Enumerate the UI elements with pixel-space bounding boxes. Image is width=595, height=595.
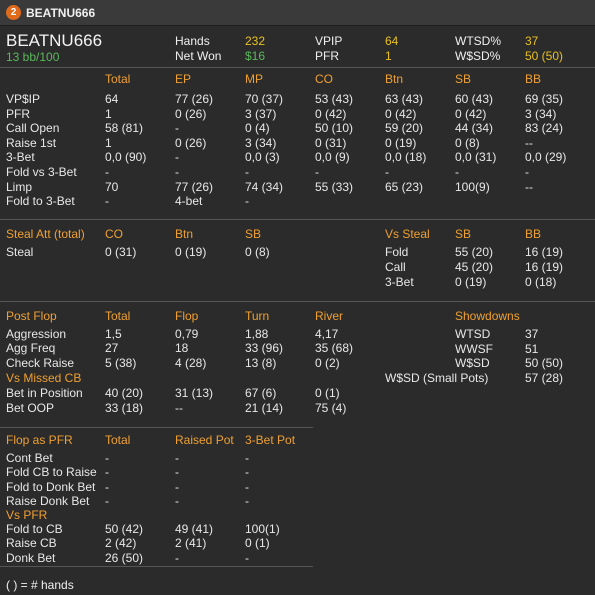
divider — [0, 219, 595, 220]
row-label: Agg Freq — [6, 341, 56, 356]
divider — [0, 566, 313, 567]
row-label: Fold to CB — [6, 522, 63, 536]
table-cell: 0 (42) — [315, 106, 347, 121]
row-label: WTSD — [455, 327, 491, 341]
table-cell: 63 (43) — [385, 92, 424, 106]
column-header: Btn — [385, 72, 404, 86]
row-label: Bet in Position — [6, 386, 83, 400]
row-label: Call — [385, 260, 406, 274]
table-cell: 50 (10) — [315, 121, 354, 136]
row-label: Donk Bet — [6, 550, 56, 565]
row-label: Bet OOP — [6, 400, 55, 415]
table-cell: 0 (2) — [315, 355, 340, 370]
table-cell: - — [105, 194, 109, 209]
table-cell: - — [175, 465, 179, 480]
table-cell: 33 (96) — [245, 341, 284, 356]
table-cell: - — [175, 121, 179, 136]
badge-icon: 2 — [6, 5, 21, 20]
table-cell: 0,0 (90) — [105, 150, 147, 165]
row-label: Call Open — [6, 121, 60, 136]
table-cell: 0 (19) — [385, 135, 417, 150]
table-cell: - — [245, 451, 249, 465]
column-header: Total — [105, 309, 131, 323]
row-label: Fold — [385, 245, 409, 259]
table-cell: - — [245, 479, 249, 494]
table-cell: 33 (18) — [105, 400, 144, 415]
table-cell: 55 (20) — [455, 245, 494, 259]
column-header: 3-Bet Pot — [245, 433, 296, 447]
column-header: Flop as PFR — [6, 433, 73, 447]
column-header: SB — [455, 227, 472, 241]
table-cell: 4-bet — [175, 194, 203, 209]
table-cell: 50 (42) — [105, 522, 144, 536]
table-cell: 57 (28) — [525, 370, 564, 385]
title-bar — [0, 0, 595, 26]
table-cell: 0,0 (31) — [455, 150, 497, 165]
table-cell: 67 (6) — [245, 386, 277, 400]
row-label: PFR — [6, 106, 30, 121]
table-cell: -- — [175, 400, 183, 415]
row-label: W$SD (Small Pots) — [385, 370, 489, 385]
row-label: Steal — [6, 245, 34, 259]
table-cell: 37 — [525, 327, 539, 341]
table-cell: 0 (26) — [175, 135, 207, 150]
column-header: Flop — [175, 309, 199, 323]
table-cell: 0,79 — [175, 327, 199, 341]
pfr-label: PFR — [315, 49, 339, 63]
table-cell: - — [175, 479, 179, 494]
table-cell: 59 (20) — [385, 121, 424, 136]
section-label: Vs PFR — [6, 508, 48, 522]
table-cell: 0,0 (9) — [315, 150, 350, 165]
section-label: Vs Missed CB — [6, 371, 82, 385]
column-header: EP — [175, 72, 192, 86]
table-cell: -- — [525, 135, 533, 150]
table-cell: 1,5 — [105, 327, 122, 341]
footer-note: ( ) = # hands — [6, 578, 74, 592]
table-cell: 18 — [175, 341, 189, 356]
table-cell: - — [455, 165, 459, 179]
table-cell: 70 — [105, 179, 119, 194]
table-cell: - — [245, 165, 249, 179]
table-cell: 40 (20) — [105, 386, 144, 400]
row-label: Limp — [6, 179, 33, 194]
wsd-value: 50 (50) — [525, 49, 564, 63]
table-cell: 0 (31) — [315, 135, 347, 150]
table-cell: 13 (8) — [245, 355, 277, 370]
table-cell: 70 (37) — [245, 92, 284, 106]
table-cell: 3 (34) — [525, 106, 557, 121]
table-cell: - — [105, 465, 109, 480]
column-header: Total — [105, 433, 131, 447]
table-cell: 100(9) — [455, 179, 490, 194]
row-label: Fold to Donk Bet — [6, 479, 96, 494]
player-stakes: 13 bb/100 — [6, 50, 60, 64]
table-cell: - — [105, 493, 109, 508]
table-cell: 16 (19) — [525, 260, 564, 274]
table-cell: - — [525, 165, 529, 179]
table-cell: 65 (23) — [385, 179, 424, 194]
column-header: SB — [455, 72, 472, 86]
table-cell: 4,17 — [315, 327, 339, 341]
table-cell: 0 (26) — [175, 106, 207, 121]
table-cell: 100(1) — [245, 522, 280, 536]
divider — [0, 301, 595, 302]
table-cell: 0 (8) — [455, 135, 480, 150]
window-title: BEATNU666 — [26, 6, 96, 20]
column-header: Btn — [175, 227, 194, 241]
column-header: CO — [315, 72, 333, 86]
table-cell: 0 (4) — [245, 121, 270, 136]
row-label: Raise Donk Bet — [6, 493, 90, 508]
table-cell: 74 (34) — [245, 179, 284, 194]
table-cell: 0,0 (18) — [385, 150, 427, 165]
table-cell: 16 (19) — [525, 245, 564, 259]
pfr-value: 1 — [385, 49, 392, 63]
table-cell: 3 (37) — [245, 106, 277, 121]
table-cell: - — [175, 451, 179, 465]
table-cell: 49 (41) — [175, 522, 214, 536]
row-label: Check Raise — [6, 355, 75, 370]
wtsd-value: 37 — [525, 34, 539, 48]
table-cell: 31 (13) — [175, 386, 214, 400]
row-label: Fold to 3-Bet — [6, 194, 75, 209]
row-label: WWSF — [455, 341, 493, 356]
row-label: Cont Bet — [6, 451, 53, 465]
column-header: Total — [105, 72, 131, 86]
table-cell: 0 (19) — [175, 245, 207, 259]
table-cell: 0 (42) — [385, 106, 417, 121]
netwon-value: $16 — [245, 49, 266, 63]
table-cell: - — [175, 150, 179, 165]
column-header: Turn — [245, 309, 270, 323]
table-cell: 53 (43) — [315, 92, 354, 106]
table-cell: 0,0 (29) — [525, 150, 567, 165]
table-cell: - — [245, 493, 249, 508]
wsd-label: W$SD% — [455, 49, 501, 63]
table-cell: 3 (34) — [245, 135, 277, 150]
table-cell: 77 (26) — [175, 179, 214, 194]
table-cell: - — [175, 550, 179, 565]
table-cell: - — [105, 165, 109, 179]
column-header: Steal Att (total) — [6, 227, 85, 241]
table-cell: 0 (19) — [455, 275, 487, 289]
row-label: Raise CB — [6, 536, 57, 551]
table-cell: 35 (68) — [315, 341, 354, 356]
table-cell: -- — [525, 179, 533, 194]
table-cell: 21 (14) — [245, 400, 284, 415]
table-cell: 0 (31) — [105, 245, 137, 259]
wtsd-label: WTSD% — [455, 34, 501, 48]
table-cell: - — [315, 165, 319, 179]
table-cell: 55 (33) — [315, 179, 354, 194]
table-cell: 0 (42) — [455, 106, 487, 121]
table-cell: 0,0 (3) — [245, 150, 280, 165]
table-cell: 0 (1) — [315, 386, 340, 400]
table-cell: - — [385, 165, 389, 179]
table-cell: 2 (42) — [105, 536, 137, 551]
table-cell: 0 (18) — [525, 275, 557, 289]
column-header: Post Flop — [6, 309, 57, 323]
divider — [0, 67, 595, 68]
row-label: Raise 1st — [6, 135, 57, 150]
table-cell: 26 (50) — [105, 550, 144, 565]
table-cell: 64 — [105, 92, 119, 106]
column-header: River — [315, 309, 344, 323]
column-header: BB — [525, 227, 542, 241]
row-label: 3-Bet — [385, 275, 414, 289]
table-cell: 1,88 — [245, 327, 269, 341]
table-cell: 27 — [105, 341, 119, 356]
divider — [0, 427, 313, 428]
row-label: VP$IP — [6, 92, 41, 106]
table-cell: 75 (4) — [315, 400, 347, 415]
table-cell: 58 (81) — [105, 121, 144, 136]
table-cell: - — [105, 451, 109, 465]
table-cell: 0 (1) — [245, 536, 270, 551]
player-name: BEATNU666 — [6, 31, 103, 50]
table-cell: 44 (34) — [455, 121, 494, 136]
hands-value: 232 — [245, 34, 266, 48]
table-cell: 45 (20) — [455, 260, 494, 274]
table-cell: 77 (26) — [175, 92, 214, 106]
row-label: Fold vs 3-Bet — [6, 165, 77, 179]
table-cell: 69 (35) — [525, 92, 564, 106]
table-cell: - — [175, 165, 179, 179]
table-cell: 2 (41) — [175, 536, 207, 551]
column-header: Vs Steal — [385, 227, 430, 241]
netwon-label: Net Won — [175, 49, 222, 63]
table-cell: 0 (8) — [245, 245, 270, 259]
table-cell: - — [105, 479, 109, 494]
row-label: W$SD — [455, 356, 490, 371]
table-cell: - — [245, 550, 249, 565]
row-label: 3-Bet — [6, 150, 35, 165]
column-header: SB — [245, 227, 262, 241]
row-label: Aggression — [6, 327, 67, 341]
column-header: Showdowns — [455, 309, 520, 323]
column-header: CO — [105, 227, 123, 241]
row-label: Fold CB to Raise — [6, 465, 97, 480]
table-cell: 83 (24) — [525, 121, 564, 136]
table-cell: 5 (38) — [105, 355, 137, 370]
vpip-value: 64 — [385, 34, 399, 48]
table-cell: - — [175, 493, 179, 508]
table-cell: 4 (28) — [175, 355, 207, 370]
table-cell: 1 — [105, 135, 112, 150]
table-cell: - — [245, 465, 249, 480]
table-cell: - — [245, 194, 249, 209]
table-cell: 51 — [525, 341, 539, 356]
table-cell: 1 — [105, 106, 112, 121]
vpip-label: VPIP — [315, 34, 343, 48]
hands-label: Hands — [175, 34, 210, 48]
column-header: BB — [525, 72, 542, 86]
column-header: MP — [245, 72, 263, 86]
table-cell: 50 (50) — [525, 356, 564, 371]
column-header: Raised Pot — [175, 433, 234, 447]
table-cell: 60 (43) — [455, 92, 494, 106]
